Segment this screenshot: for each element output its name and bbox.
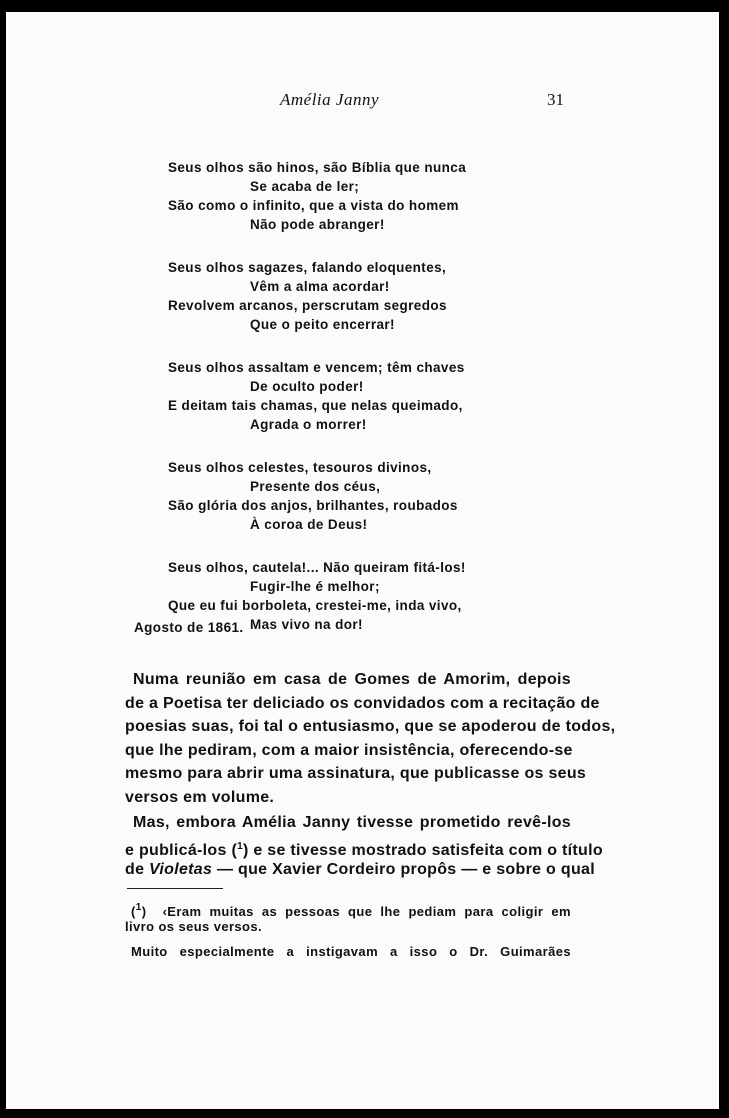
footnote-text: Muito especialmente a instigavam a isso o Dr. Guimarães — [131, 944, 571, 959]
corner-mark — [703, 18, 711, 30]
text-run: e publicá-los ( — [125, 841, 238, 859]
paragraph — [125, 668, 616, 809]
verse-line: Revolvem arcanos, perscrutam segredos — [168, 298, 447, 313]
prose-line: versos em volume. — [125, 788, 275, 806]
poem — [168, 158, 528, 658]
footnote-line: ($^1$) ‹Eram muitas as pessoas que lhe pediam para coligir em — [131, 902, 571, 919]
prose-line: Numa reunião em casa de Gomes de Amorim, depois — [133, 671, 571, 688]
prose-line — [125, 835, 603, 859]
book-page — [6, 12, 719, 1109]
footnote-rule — [127, 888, 223, 889]
page-header — [8, 90, 717, 110]
verse-line: Presente dos céus, — [250, 479, 381, 494]
prose-line — [125, 858, 595, 882]
verse-line: Seus olhos são hinos, são Bíblia que nunca — [168, 160, 467, 175]
prose-line: de a Poetisa ter deliciado os convidados com a recitação de — [125, 694, 600, 712]
footnotes — [125, 898, 571, 961]
stanza — [168, 458, 528, 534]
paragraph — [125, 811, 603, 882]
verse-line: São como o infinito, que a vista do homem — [168, 198, 459, 213]
verse-line: À coroa de Deus! — [250, 517, 368, 532]
verse-line: Não pode abranger! — [250, 217, 385, 232]
verse-line: Se acaba de ler; — [250, 179, 360, 194]
verse-line: Fugir-lhe é melhor; — [250, 579, 380, 594]
book-title-violetas: Violetas — [149, 861, 213, 878]
footnote-text: ‹Eram muitas as pessoas que lhe pediam para coligir em — [162, 904, 571, 919]
running-title: Amélia Janny — [280, 90, 379, 109]
text-run: de — [125, 861, 150, 878]
prose-line: poesias suas, foi tal o entusiasmo, que se apoderou de todos, — [125, 718, 616, 735]
prose-line: Mas, embora Amélia Janny tivesse prometido revê-los — [133, 814, 571, 831]
footnote-line: livro os seus versos. — [125, 919, 263, 934]
text-run: ) e se tivesse mostrado satisfeita com o título — [242, 841, 603, 859]
verse-line: E deitam tais chamas, que nelas queimado, — [168, 398, 463, 413]
verse-line: Seus olhos celestes, tesouros divinos, — [168, 460, 432, 475]
stanza — [168, 258, 528, 334]
prose-line: mesmo para abrir uma assinatura, que publicasse os seus — [125, 765, 587, 782]
footnote-line — [125, 942, 571, 961]
verse-line: Que eu fui borboleta, crestei-me, inda vivo, — [168, 598, 462, 613]
prose-line: que lhe pediram, com a maior insistência, oferecendo-se — [125, 741, 573, 759]
verse-line: Agrada o morrer! — [250, 417, 367, 432]
verse-line: São glória dos anjos, brilhantes, roubados — [168, 498, 458, 513]
stanza — [168, 358, 528, 434]
footnote-marker: 1 — [135, 902, 142, 913]
text-run: — que Xavier Cordeiro propôs — e sobre o qual — [212, 861, 595, 878]
verse-line: Que o peito encerrar! — [250, 317, 395, 332]
verse-line: De oculto poder! — [250, 379, 364, 394]
footnote-reference: 1 — [237, 840, 243, 852]
verse-line: Seus olhos assaltam e vencem; têm chaves — [168, 360, 465, 375]
verse-line: Vêm a alma acordar! — [250, 279, 390, 294]
verse-line: Seus olhos, cautela!... Não queiram fitá-los! — [168, 560, 466, 575]
poem-date: Agosto de 1861. — [134, 620, 244, 635]
page-number: 31 — [547, 90, 564, 109]
prose-body — [125, 668, 616, 882]
stanza — [168, 158, 528, 234]
verse-line: Seus olhos sagazes, falando eloquentes, — [168, 260, 447, 275]
verse-line: Mas vivo na dor! — [250, 617, 363, 632]
